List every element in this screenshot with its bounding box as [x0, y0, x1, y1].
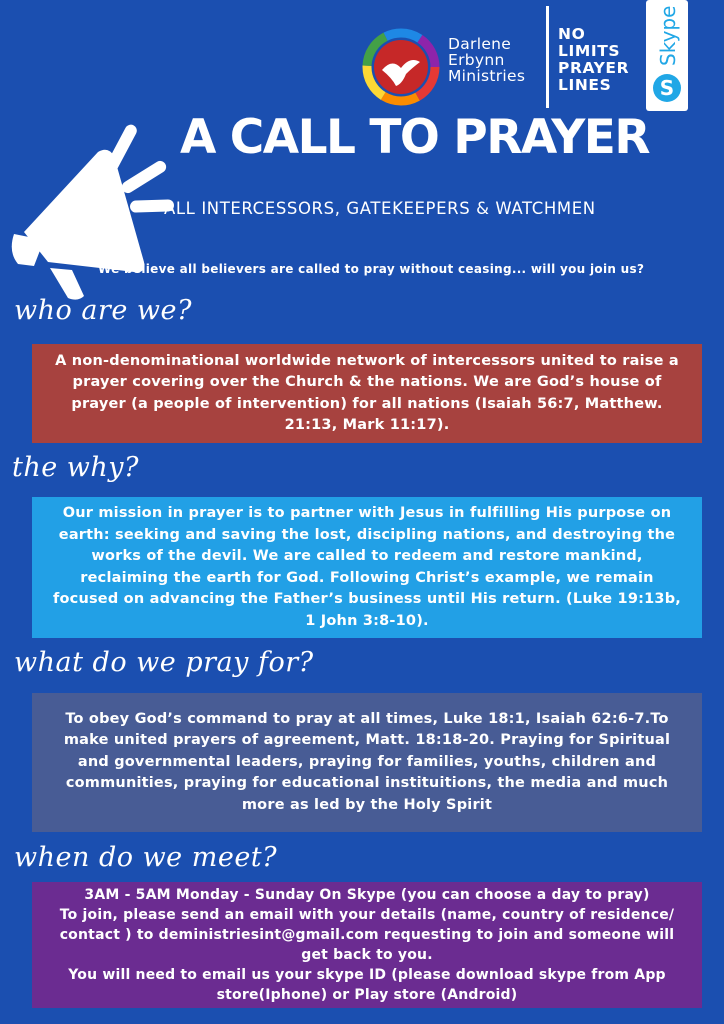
section-heading-why: the why?	[12, 452, 140, 483]
page-title: A CALL TO PRAYER	[180, 110, 650, 165]
when-skype-instructions: You will need to email us your skype ID (please download skype from App store(Iphone) or Play store (Android)	[68, 967, 666, 1003]
skype-word-text: Skype	[656, 6, 680, 66]
no-limits-line: NO	[558, 25, 586, 43]
org-name	[448, 36, 548, 84]
ministry-logo	[362, 28, 440, 106]
org-name-line: Ministries	[448, 67, 526, 85]
who-text: A non-denominational worldwide network of intercessors united to raise a prayer covering over the Church & the nations. We are God’s house of prayer (a people of intervention) for all nations (Isaiah 56:7, Matthew. 21:13, Mark 11:17).	[55, 352, 679, 433]
when-box	[32, 882, 702, 1008]
section-heading-who: who are we?	[14, 295, 192, 326]
skype-icon: S	[653, 74, 681, 102]
what-text: To obey God’s command to pray at all times, Luke 18:1, Isaiah 62:6-7.To make united prayers of agreement, Matt. 18:18-20. Praying for Spiritual and governmental leaders, praying for families, youths, children and communities, praying for educational instituitions, the media and much more as led by the Holy Spirit	[63, 710, 671, 813]
why-text: Our mission in prayer is to partner with Jesus in fulfilling His purpose on earth: seeking and saving the lost, discipling nations, and destroying the works of the devil. We are called to redeem and restore mankind, reclaiming the earth for God. Following Christ’s example, we remain focused on advancing the Father’s business until His return. (Luke 19:13b, 1 John 3:8-10).	[52, 505, 682, 629]
org-name-line: Erbynn	[448, 51, 505, 69]
no-limits-label	[558, 26, 629, 94]
page-subtitle: ALL INTERCESSORS, GATEKEEPERS & WATCHMEN	[164, 199, 596, 218]
section-heading-what: what do we pray for?	[14, 647, 314, 678]
no-limits-line: LINES	[558, 76, 612, 94]
section-heading-when: when do we meet?	[14, 842, 278, 873]
header-divider	[546, 6, 549, 108]
org-name-line: Darlene	[448, 35, 512, 53]
what-box	[32, 693, 702, 832]
no-limits-line: LIMITS	[558, 42, 621, 60]
skype-badge	[646, 0, 688, 111]
when-schedule: 3AM - 5AM Monday - Sunday On Skype (you can choose a day to pray)	[84, 887, 650, 903]
who-box	[32, 344, 702, 443]
no-limits-line: PRAYER	[558, 59, 630, 77]
when-join-instructions: To join, please send an email with your details (name, country of residence/ contact ) to deministriesint@gmail.com requesting to join and someone will get back to you.	[59, 907, 675, 963]
skype-wordmark	[646, 6, 688, 70]
why-box	[32, 497, 702, 638]
tagline: We believe all believers are called to pray without ceasing... will you join us?	[98, 262, 645, 276]
